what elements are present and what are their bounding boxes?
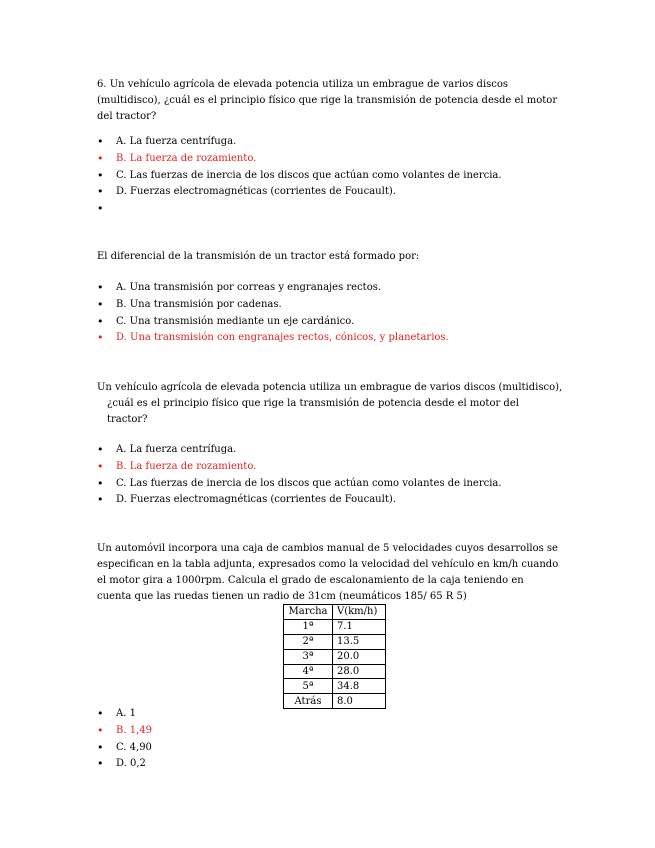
gear-cell: 1ª [284,619,333,634]
table-row [284,619,386,634]
q1-option-a: • A. La fuerza centrífuga. [97,134,502,151]
gear-cell: 5ª [284,679,333,694]
gear-cell: Atrás [284,694,333,709]
q3-option-a: • A. La fuerza centrífuga. [97,442,502,459]
question-3-text [97,380,567,428]
q3-line-2: ¿cuál es el principio físico que rige la transmisión de potencia desde el motor del [107,398,519,409]
q2-option-d-correct: • D. Una transmisión con engranajes rectos, cónicos, y planetarios. [97,330,449,347]
table-row [284,649,386,664]
header-marcha: Marcha [284,605,333,620]
q1-option-d: • D. Fuerzas electromagnéticas (corrientes de Foucault). [97,184,502,201]
q3-line-1: Un vehículo agrícola de elevada potencia utiliza un embrague de varios discos (multidisco), [97,382,563,393]
gear-table-header [284,605,386,620]
question-1-text: 6. Un vehículo agrícola de elevada potencia utiliza un embrague de varios discos (multidisco), ¿cuál es el principio físico que rige la transmisión de potencia desde el motor del tractor? [97,79,558,122]
q1-option-c: • C. Las fuerzas de inercia de los discos que actúan como volantes de inercia. [97,168,502,185]
table-row [284,664,386,679]
table-row [284,679,386,694]
q1-option-b-correct: • B. La fuerza de rozamiento. [97,151,502,168]
question-4-text: Un automóvil incorpora una caja de cambios manual de 5 velocidades cuyos desarrollos se especifican en la tabla adjunta, expresados como la velocidad del vehículo en km/h cuando el motor gira a 1000rpm. Calcula el grado de escalonamiento de la caja teniendo en cuenta que las ruedas tienen un radio de 31cm (neumáticos 185/ 65 R 5) [97,543,559,602]
speed-cell: 7.1 [333,619,386,634]
header-velocidad: V(km/h) [333,605,386,620]
q3-option-d: • D. Fuerzas electromagnéticas (corrientes de Foucault). [97,492,502,509]
gear-cell: 3ª [284,649,333,664]
gear-table [283,604,386,709]
speed-cell: 34.8 [333,679,386,694]
q3-line-3: tractor? [107,414,148,425]
question-1-options [97,134,502,218]
table-row [284,634,386,649]
speed-cell: 13.5 [333,634,386,649]
q3-option-b-correct: • B. La fuerza de rozamiento. [97,459,502,476]
speed-cell: 28.0 [333,664,386,679]
question-3-options [97,442,502,509]
gear-cell: 2ª [284,634,333,649]
q2-option-c: • C. Una transmisión mediante un eje cardánico. [97,314,449,331]
q4-option-c: • C. 4,90 [97,740,152,757]
q4-option-b-correct: • B. 1,49 [97,723,152,740]
gear-cell: 4ª [284,664,333,679]
question-4-options [97,706,152,773]
q4-option-a: • A. 1 [97,706,152,723]
q2-option-a: • A. Una transmisión por correas y engranajes rectos. [97,280,449,297]
question-2-text: El diferencial de la transmisión de un tractor está formado por: [97,251,420,262]
q4-option-d: • D. 0,2 [97,756,152,773]
table-row [284,694,386,709]
speed-cell: 20.0 [333,649,386,664]
speed-cell: 8.0 [333,694,386,709]
q2-option-b: • B. Una transmisión por cadenas. [97,297,449,314]
q1-option-empty [97,201,502,218]
question-2-options [97,280,449,347]
q3-option-c: • C. Las fuerzas de inercia de los discos que actúan como volantes de inercia. [97,476,502,493]
